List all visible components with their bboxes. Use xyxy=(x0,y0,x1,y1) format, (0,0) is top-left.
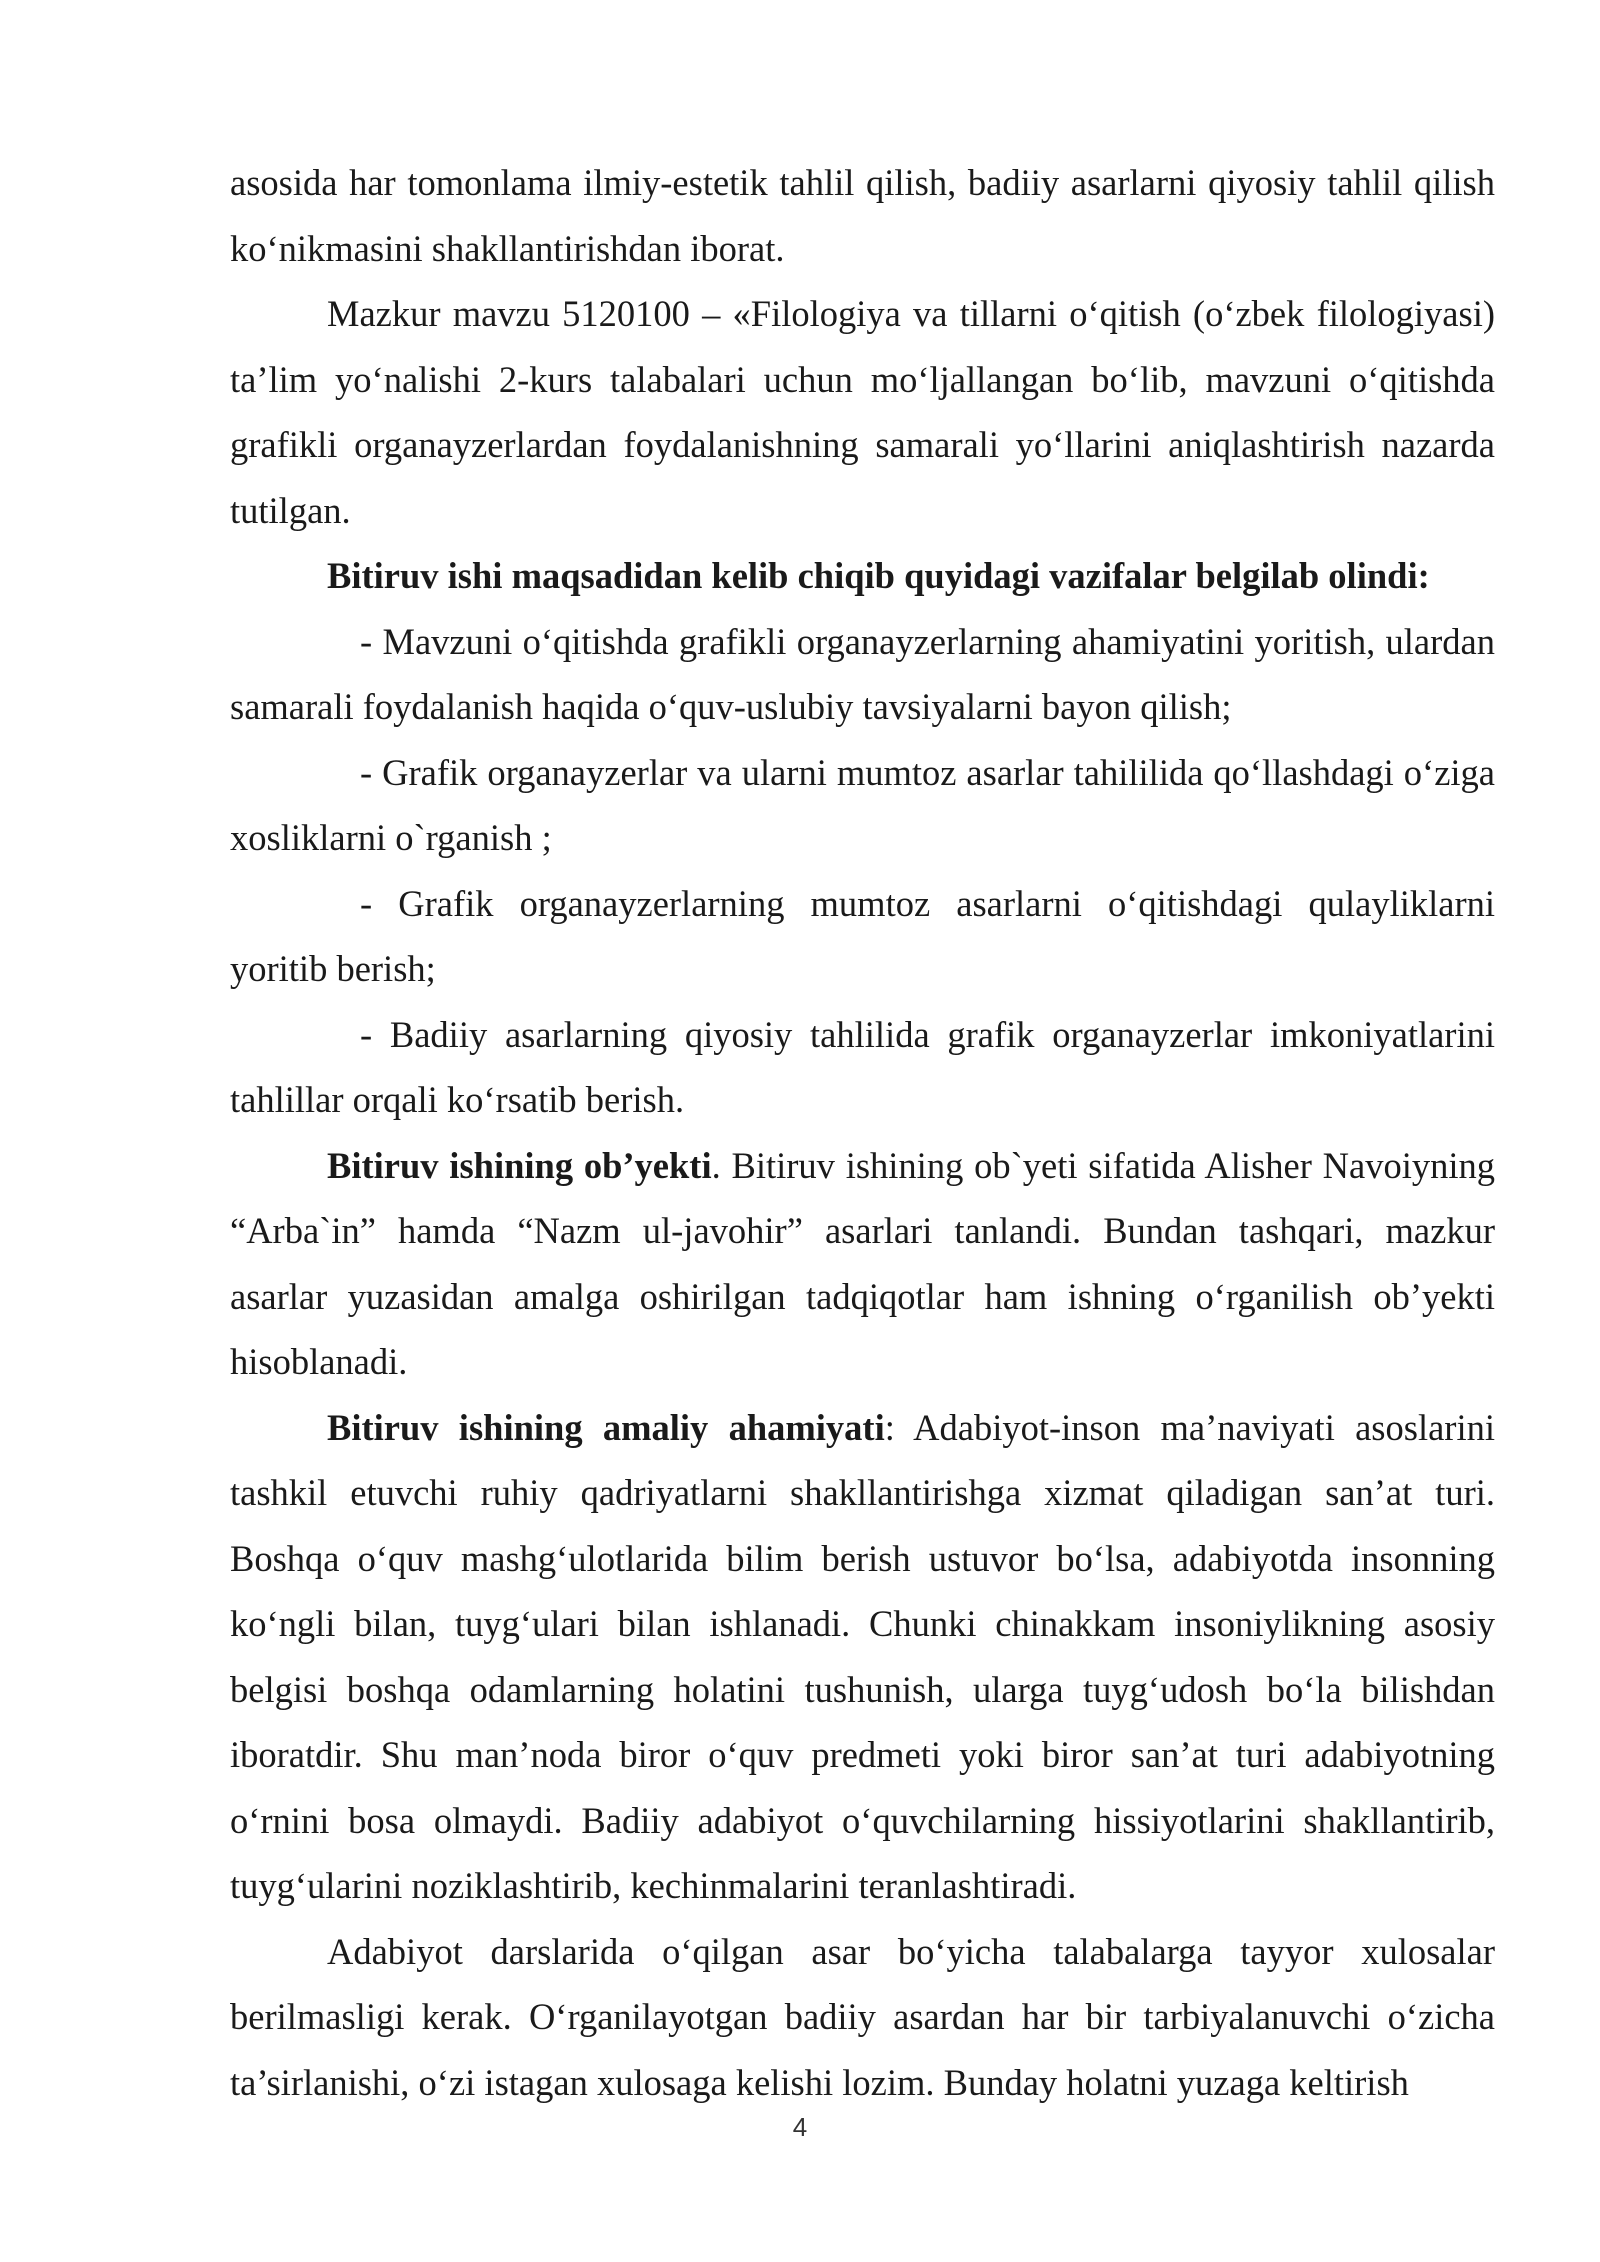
task-item-4: - Badiiy asarlarning qiyosiy tahlilida grafik organayzerlar imkoniyatlarini tahlillar orqali ko‘rsatib berish. xyxy=(230,1013,1495,1120)
practical-significance-heading: Bitiruv ishining amaliy ahamiyati xyxy=(327,1406,885,1448)
paragraph-practical-significance xyxy=(230,1395,1495,1919)
tasks-heading xyxy=(230,543,1495,609)
research-object-text: . Bitiruv ishining ob`yeti sifatida Alisher Navoiyning “Arba`in” hamda “Nazm ul-javohir” asarlari tanlandi. Bundan tashqari, mazkur asarlar yuzasidan amalga oshirilgan tadqiqotlar ham ishning o‘rganilish ob’yekti hisoblanadi. xyxy=(230,1144,1495,1382)
paragraph-literature-lessons: Adabiyot darslarida o‘qilgan asar bo‘yicha talabalarga tayyor xulosalar berilmasligi kerak. O‘rganilayotgan badiiy asardan har bir tarbiyalanuvchi o‘zicha ta’sirlanishi, o‘zi istagan xulosaga kelishi lozim. Bunday holatni yuzaga keltirish xyxy=(230,1930,1495,2103)
task-item-3: - Grafik organayzerlarning mumtoz asarlarni o‘qitishdagi qulayliklarni yoritib berish; xyxy=(230,882,1495,989)
task-item-2: - Grafik organayzerlar va ularni mumtoz asarlar tahililida qo‘llashdagi o‘ziga xosliklarni o`rganish ; xyxy=(230,751,1495,858)
task-item-1: - Mavzuni o‘qitishda grafikli organayzerlarning ahamiyatini yoritish, ulardan samarali foydalanish haqida o‘quv-uslubiy tavsiyalarni bayon qilish; xyxy=(230,620,1495,727)
page-number: 4 xyxy=(792,2112,808,2142)
research-object-heading: Bitiruv ishining ob’yekti xyxy=(327,1144,712,1186)
paragraph-topic-purpose: Mazkur mavzu 5120100 – «Filologiya va tillarni o‘qitish (o‘zbek filologiyasi) ta’lim yo‘nalishi 2-kurs talabalari uchun mo‘ljallangan bo‘lib, mavzuni o‘qitishda grafikli organayzerlardan foydalanishning samarali yo‘llarini aniqlashtirish nazarda tutilgan. xyxy=(230,293,1495,531)
practical-significance-text: : Adabiyot-inson ma’naviyati asoslarini tashkil etuvchi ruhiy qadriyatlarni shakllantirishga xizmat qiladigan san’at turi. Boshqa o‘quv mashg‘ulotlarida bilim berish ustuvor bo‘lsa, adabiyotda insonning ko‘ngli bilan, tuyg‘ulari bilan ishlanadi. Chunki chinakkam insoniylikning asosiy belgisi boshqa odamlarning holatini tushunish, ularga tuyg‘udosh bo‘la bilishdan iboratdir. Shu man’noda biror o‘quv predmeti yoki biror san’at turi adabiyotning o‘rnini bosa olmaydi. Badiiy adabiyot o‘quvchilarning hissiyotlarini shakllantirib, tuyg‘ularini noziklashtirib, kechinmalarini teranlashtiradi. xyxy=(230,1406,1495,1906)
tasks-heading-text: Bitiruv ishi maqsadidan kelib chiqib quyidagi vazifalar belgilab olindi: xyxy=(327,555,1430,596)
paragraph-intro-continuation: asosida har tomonlama ilmiy-estetik tahlil qilish, badiiy asarlarni qiyosiy tahlil qilish ko‘nikmasini shakllantirishdan iborat. xyxy=(230,162,1495,269)
paragraph-research-object xyxy=(230,1133,1495,1395)
document-body xyxy=(230,150,1495,2115)
